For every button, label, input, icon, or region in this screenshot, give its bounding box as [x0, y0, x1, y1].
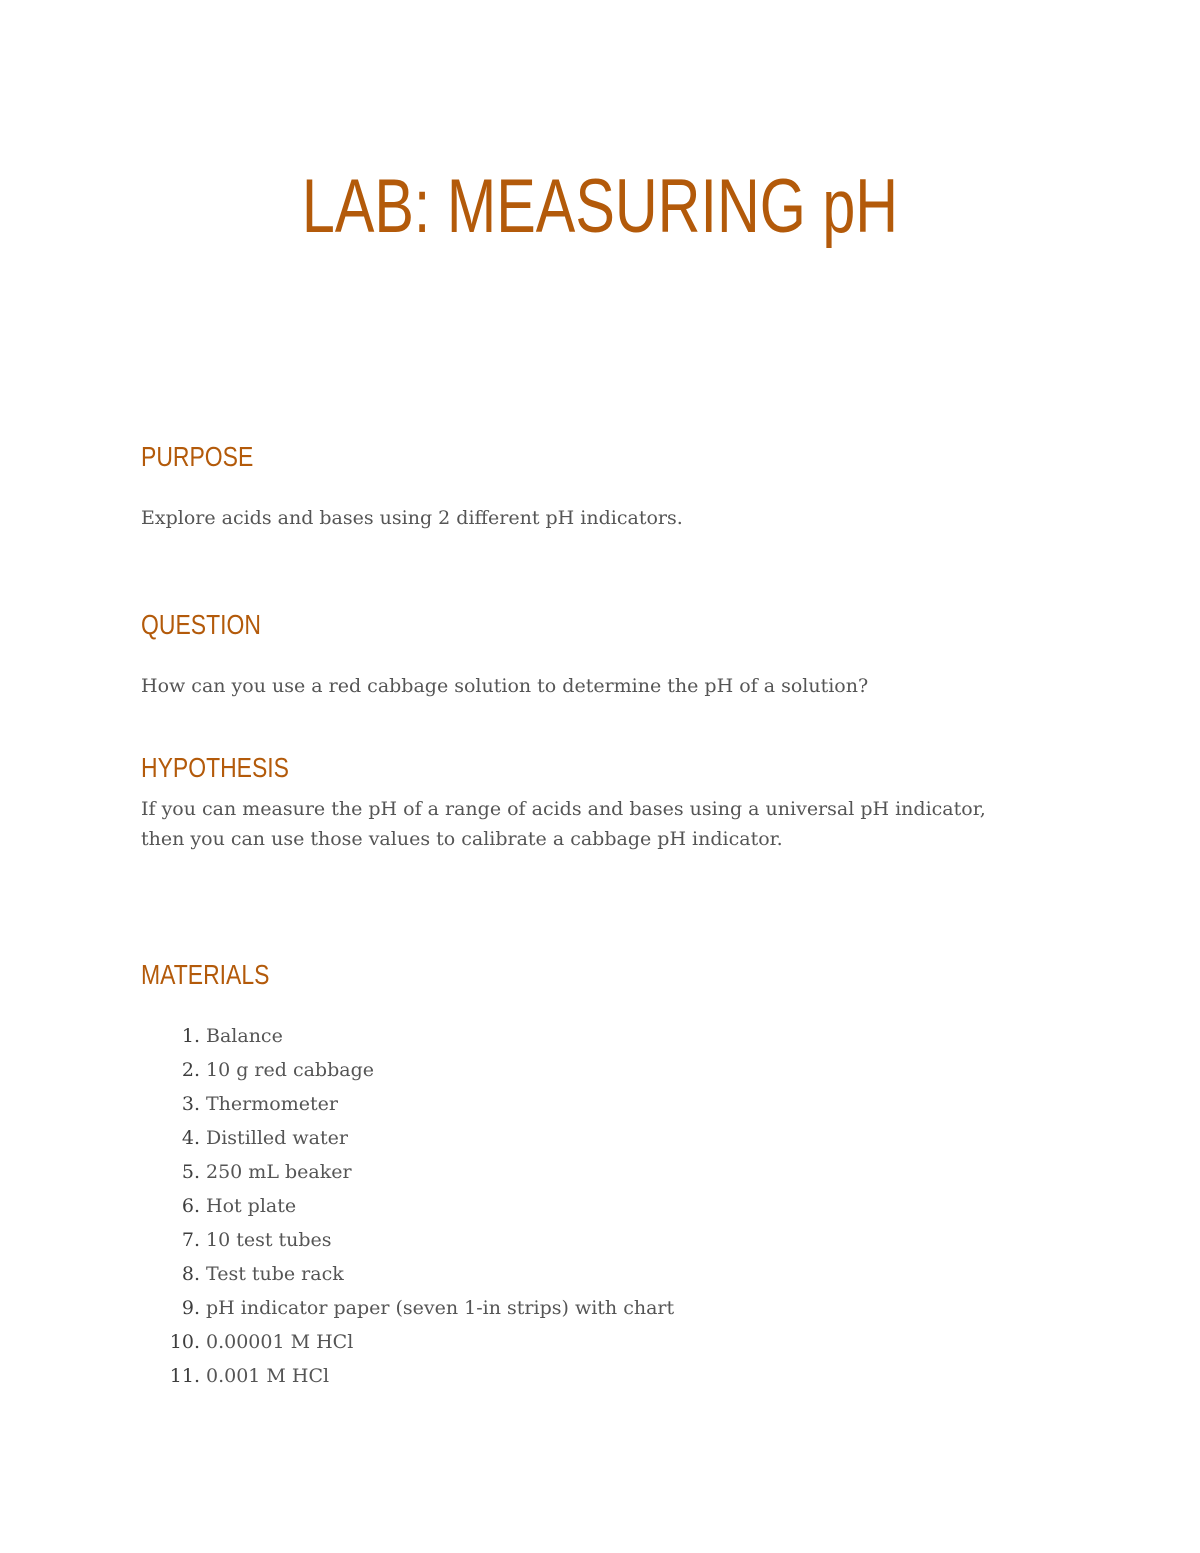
list-item-label: 0.00001 M HCl	[206, 1331, 354, 1353]
list-item-number: 3.	[181, 1093, 200, 1115]
list-item-number: 9.	[181, 1297, 200, 1319]
list-item	[141, 1359, 674, 1393]
list-item-number: 11.	[169, 1365, 200, 1387]
list-item-label: Test tube rack	[206, 1263, 344, 1285]
list-item	[141, 1223, 674, 1257]
document-title: LAB: MEASURING pH	[301, 164, 899, 249]
list-item-label: Balance	[206, 1025, 283, 1047]
list-item-number: 5.	[181, 1161, 200, 1183]
list-item	[141, 1291, 674, 1325]
list-item-number: 8.	[181, 1263, 200, 1285]
hypothesis-text-line-1: If you can measure the pH of a range of acids and bases using a universal pH indicator,	[141, 798, 986, 820]
list-item	[141, 1053, 674, 1087]
list-item	[141, 1019, 674, 1053]
list-item-label: Thermometer	[206, 1093, 338, 1115]
materials-list	[141, 1019, 674, 1393]
purpose-text: Explore acids and bases using 2 different pH indicators.	[141, 507, 683, 529]
list-item	[141, 1189, 674, 1223]
list-item-number: 6.	[181, 1195, 200, 1217]
list-item-number: 7.	[181, 1229, 200, 1251]
list-item	[141, 1087, 674, 1121]
list-item	[141, 1155, 674, 1189]
list-item-label: Distilled water	[206, 1127, 348, 1149]
hypothesis-text-line-2: then you can use those values to calibrate a cabbage pH indicator.	[141, 828, 783, 850]
list-item-number: 4.	[181, 1127, 200, 1149]
list-item	[141, 1121, 674, 1155]
question-text: How can you use a red cabbage solution to determine the pH of a solution?	[141, 675, 869, 697]
list-item-label: 10 g red cabbage	[206, 1059, 374, 1081]
question-heading: QUESTION	[141, 609, 261, 640]
purpose-heading: PURPOSE	[141, 441, 254, 472]
list-item	[141, 1257, 674, 1291]
list-item-number: 10.	[169, 1331, 200, 1353]
list-item-label: 250 mL beaker	[206, 1161, 352, 1183]
hypothesis-heading: HYPOTHESIS	[141, 752, 289, 783]
list-item-label: Hot plate	[206, 1195, 297, 1217]
list-item-label: 0.001 M HCl	[206, 1365, 330, 1387]
list-item-label: 10 test tubes	[206, 1229, 332, 1251]
materials-heading: MATERIALS	[141, 959, 270, 990]
list-item-number: 2.	[181, 1059, 200, 1081]
list-item-label: pH indicator paper (seven 1-in strips) with chart	[206, 1297, 675, 1319]
list-item	[141, 1325, 674, 1359]
list-item-number: 1.	[181, 1025, 200, 1047]
